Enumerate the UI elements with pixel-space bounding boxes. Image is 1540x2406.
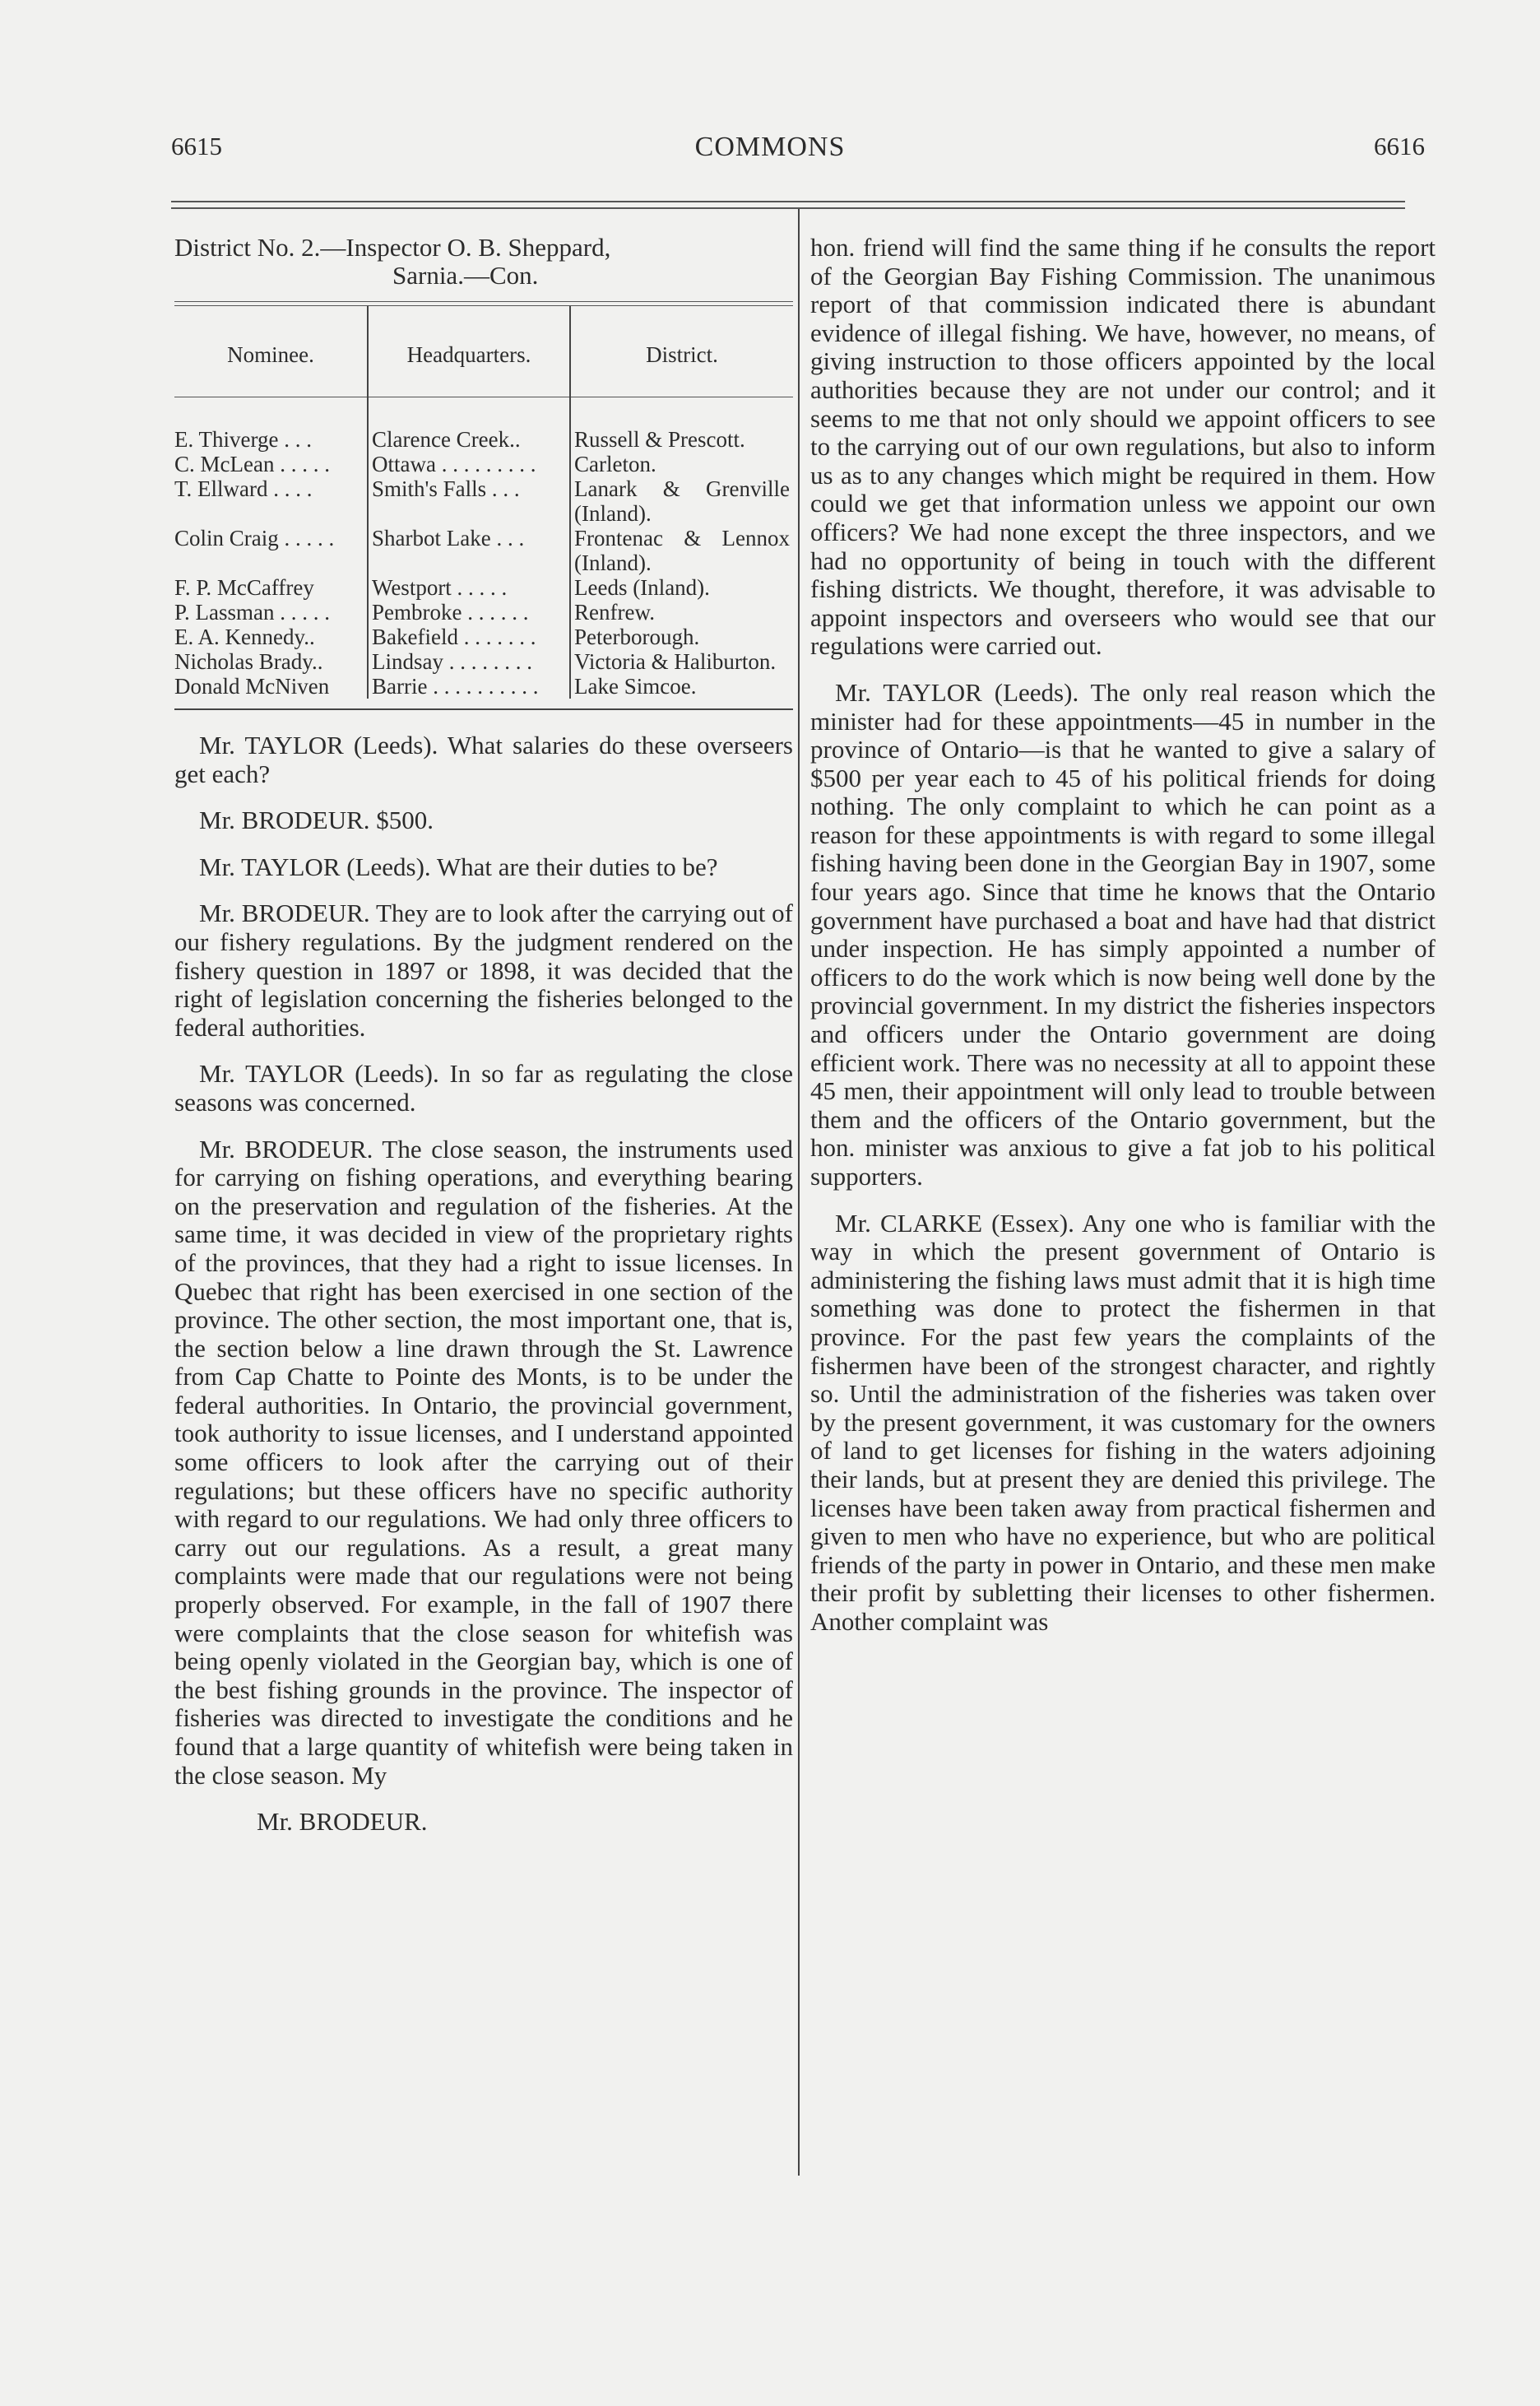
left-paragraph: Mr. BRODEUR. They are to look after the carrying out of our fishery regulations. By the judgment rendered on the fishery question in 1897 or 1898, it was decided that the right of legislation concerning the fisheries belonged to the federal authorities. [174, 899, 793, 1042]
district-heading [174, 234, 793, 290]
right-paragraph: Mr. CLARKE (Essex). Any one who is familiar with the way in which the present government of Ontario is administering the fishing laws must admit that it is high time something was done to protect the fishermen in that province. For the past few years the complaints of the fishermen have been of the strongest character, and rightly so. Until the administration of the fisheries was taken over by the present government, it was customary for the owners of land to get licenses for fishing in the waters adjoining their lands, but at present they are denied this privilege. The licenses have been taken away from practical fishermen and given to men who have no experience, but who are political friends of the party in power in Ontario, and these men make their profit by subletting their licenses to other fishermen. Another complaint was [810, 1208, 1436, 1636]
cell-district: Frontenac & Lennox (Inland). [574, 526, 790, 575]
cell-headquarters: Barrie . . . . . . . . . . [368, 674, 570, 699]
cell-nominee: E. Thiverge . . . [174, 427, 368, 452]
cell-nominee: E. A. Kennedy.. [174, 625, 368, 649]
page-title: COMMONS [694, 132, 846, 162]
cell-district: Carleton. [574, 452, 656, 476]
table-row [174, 649, 793, 674]
column-divider [798, 209, 800, 2176]
left-paragraph: Mr. TAYLOR (Leeds). What are their duties to be? [199, 852, 718, 881]
nominee-table [174, 306, 793, 699]
cell-nominee: F. P. McCaffrey [174, 575, 368, 600]
table-row [174, 427, 793, 452]
right-column [810, 234, 1436, 1655]
table-row [174, 625, 793, 649]
district-heading-line2: Sarnia.—Con. [392, 261, 539, 290]
table-row [174, 526, 793, 575]
table-row [174, 476, 793, 526]
column-header-nominee: Nominee. [174, 306, 368, 397]
cell-headquarters: Pembroke . . . . . . [368, 600, 570, 625]
cell-headquarters: Ottawa . . . . . . . . . [368, 452, 570, 476]
cell-district: Lanark & Grenville (Inland). [574, 476, 790, 526]
cell-nominee: Donald McNiven [174, 674, 368, 699]
table-row [174, 575, 793, 600]
nominee-table-body [174, 427, 793, 699]
header-rule-bottom [171, 207, 1405, 209]
cell-district: Lake Simcoe. [574, 674, 697, 699]
cell-headquarters: Westport . . . . . [368, 575, 570, 600]
table-row [174, 600, 793, 625]
left-paragraph: Mr. TAYLOR (Leeds). In so far as regulating the close seasons was concerned. [174, 1059, 793, 1117]
right-page-number: 6616 [1374, 132, 1425, 160]
cell-district: Leeds (Inland). [574, 575, 710, 600]
cell-headquarters: Lindsay . . . . . . . . [368, 649, 570, 674]
cell-district: Russell & Prescott. [574, 427, 745, 452]
header-rule-top [171, 201, 1405, 202]
cell-headquarters: Smith's Falls . . . [368, 476, 570, 526]
cell-nominee: Colin Craig . . . . . [174, 526, 368, 575]
left-column [174, 234, 793, 1855]
column-header-headquarters: Headquarters. [368, 306, 570, 397]
table-row [174, 674, 793, 699]
left-paragraph: Mr. BRODEUR. The close season, the instruments used for carrying on fishing operations, and everything bearing on the preservation and regulation of the fisheries. At the same time, it was decided in view of the proprietary rights of the provinces, that they had a right to issue licenses. In Quebec that right has been exercised in one section of the province. The other section, the most important one, that is, the section below a line drawn through the St. Lawrence from Cap Chatte to Pointe des Monts, is to be under the federal authorities. In Ontario, the provincial government, took authority to issue licenses, and I understand appointed some officers to look after the carrying out of their regulations; but these officers have no specific authority with regard to our regulations. We had only three officers to carry out our regulations. As a result, a great many complaints were made that our regulations were not being properly observed. For example, in the fall of 1907 there were complaints that the close season for whitefish was being openly violated in the Georgian bay, which is one of the best fishing grounds in the province. The inspector of fisheries was directed to investigate the conditions and he found that a large quantity of whitefish were being taken in the close season. My [174, 1134, 793, 1790]
cell-nominee: T. Ellward . . . . [174, 476, 368, 526]
right-paragraph: Mr. TAYLOR (Leeds). The only real reason which the minister had for these appointments—45 in number in the province of Ontario—is that he wanted to give a salary of $500 per year each to 45 of his political friends for doing nothing. The only complaint to which he can point as a reason for these appointments is with regard to some illegal fishing having been done in the Georgian Bay in 1907, some four years ago. Since that time he knows that the Ontario government have purchased a boat and have had that district under inspection. He has simply appointed a number of officers to do the work which is now being well done by the provincial government. In my district the fisheries inspectors and officers under the Ontario government are doing efficient work. There was no necessity at all to appoint these 45 men, their appointment will only lead to trouble between them and the officers of the Ontario government, but the hon. minister was anxious to give a fat job to his political supporters. [810, 677, 1436, 1191]
cell-headquarters: Clarence Creek.. [368, 427, 570, 452]
cell-headquarters: Bakefield . . . . . . . [368, 625, 570, 649]
left-text [174, 732, 793, 1790]
left-paragraph: Mr. BRODEUR. $500. [199, 806, 434, 835]
cell-nominee: P. Lassman . . . . . [174, 600, 368, 625]
cell-district: Renfrew. [574, 600, 655, 625]
speaker-signature: Mr. BRODEUR. [257, 1807, 428, 1837]
district-heading-line1: District No. 2.—Inspector O. B. Sheppard, [174, 233, 611, 262]
cell-headquarters: Sharbot Lake . . . [368, 526, 570, 575]
cell-nominee: C. McLean . . . . . [174, 452, 368, 476]
cell-district: Victoria & Haliburton. [574, 649, 777, 674]
cell-district: Peterborough. [574, 625, 700, 649]
column-header-district: District. [570, 306, 793, 397]
cell-nominee: Nicholas Brady.. [174, 649, 368, 674]
left-paragraph: Mr. TAYLOR (Leeds). What salaries do these overseers get each? [174, 731, 793, 788]
table-row [174, 452, 793, 476]
right-paragraph: hon. friend will find the same thing if he consults the report of the Georgian Bay Fishing Commission. The unanimous report of that commission indicated there is abundant evidence of illegal fishing. We have, however, no means, of giving instruction to those officers appointed by the local authorities because they are not under our control; and it seems to me that not only should we appoint officers to see to the carrying out of our own regulations, but also to inform us as to any changes which might be required in them. How could we get that information unless we appoint our own officers? We had none except the three inspectors, and we had no opportunity of being in touch with the different fishing districts. We thought, therefore, it was advisable to appoint inspectors and overseers who would see that our regulations were carried out. [810, 233, 1436, 661]
left-page-number: 6615 [171, 132, 222, 160]
